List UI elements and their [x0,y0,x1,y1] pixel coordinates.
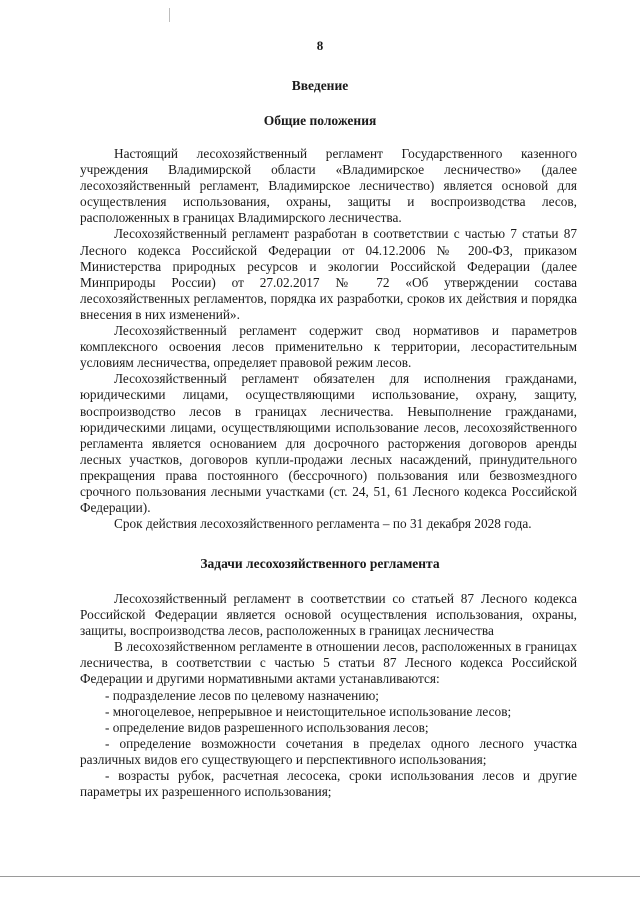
paragraph: Лесохозяйственный регламент в соответствии со статьей 87 Лесного кодекса Российской Федерации является основой осуществления использования, охраны, защиты, воспроизводства лесов, расположенных в границах лесничества [80,591,577,639]
regulation-tasks-section [80,591,577,800]
scan-artifact [169,8,170,22]
list-item: - подразделение лесов по целевому назначению; [105,687,379,703]
general-provisions-section [80,146,577,532]
heading-introduction: Введение [291,78,349,93]
scan-bottom-edge [0,876,640,877]
list-item: - возрасты рубок, расчетная лесосека, сроки использования лесов и другие параметры их разрешенного использования; [80,768,577,800]
list-item: - определение видов разрешенного использования лесов; [105,719,429,735]
list-item: - определение возможности сочетания в пределах одного лесного участка различных видов его существующего и перспективного использования; [80,735,577,767]
paragraph: В лесохозяйственном регламенте в отношении лесов, расположенных в границах лесничества, в соответствии с частью 5 статьи 87 Лесного кодекса Российской Федерации и другими нормативными актами устанавливаются: [80,639,577,687]
paragraph: Лесохозяйственный регламент разработан в соответствии с частью 7 статьи 87 Лесного кодекса Российской Федерации от 04.12.2006 № 200-ФЗ, приказом Министерства природных ресурсов и экологии Российской Федерации (далее Минприроды России) от 27.02.2017 № 72 «Об утверждении состава лесохозяйственных регламентов, порядка их разработки, сроков их действия и порядка внесения в них изменений». [80,226,577,322]
paragraph: Срок действия лесохозяйственного регламента – по 31 декабря 2028 года. [114,516,532,532]
paragraph: Лесохозяйственный регламент содержит свод нормативов и параметров комплексного освоения лесов применительно к территории, лесорастительным условиям лесничества, определяет правовой режим лесов. [80,323,577,371]
paragraph: Лесохозяйственный регламент обязателен для исполнения гражданами, юридическими лицами, осуществляющими использование, охрану, защиту, воспроизводство лесов в границах лесничества. Невыполнение гражданами, юридическими лицами, осуществляющими использование лесов, лесохозяйственного регламента является основанием для досрочного расторжения договоров аренды лесных участков, договоров купли-продажи лесных насаждений, принудительного прекращения права постоянного (бессрочного) пользования или безвозмездного срочного пользования лесными участками (ст. 24, 51, 61 Лесного кодекса Российской Федерации). [80,371,577,516]
page-number: 8 [316,38,324,53]
heading-regulation-tasks: Задачи лесохозяйственного регламента [200,556,440,571]
heading-general-provisions: Общие положения [263,113,377,128]
paragraph: Настоящий лесохозяйственный регламент Государственного казенного учреждения Владимирской области «Владимирское лесничество» (далее лесохозяйственный регламент, Владимирское лесничество) является основой для осуществления использования, охраны, защиты и воспроизводства лесов, расположенных в границах Владимирского лесничества. [80,146,577,226]
list-item: - многоцелевое, непрерывное и неистощительное использование лесов; [105,703,512,719]
